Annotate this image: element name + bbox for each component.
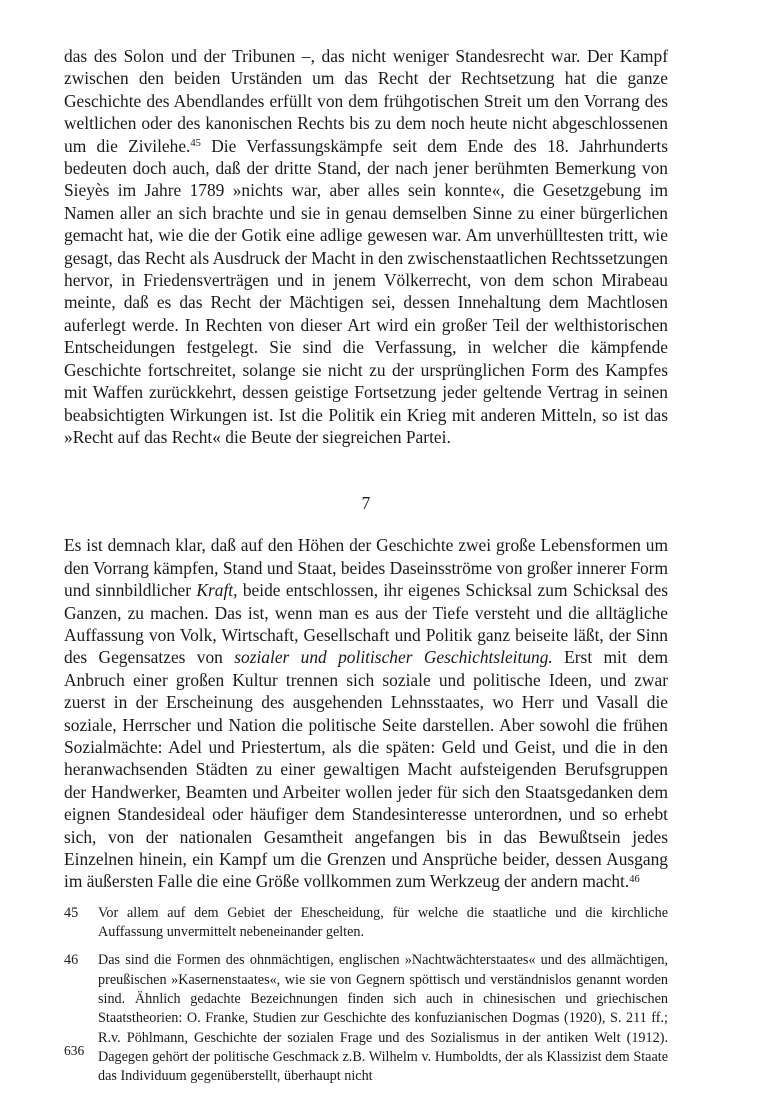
footnote-46: [64, 951, 668, 1086]
footnote-45: [64, 904, 668, 943]
page-content: [64, 45, 668, 1095]
footnote-number: 45: [64, 904, 79, 921]
paragraph-2-italic-geschichtsleitung: sozialer und politischer Geschichtsleitung.: [234, 647, 553, 668]
body-paragraph-2: [64, 534, 668, 893]
footnote-ref-46[interactable]: 46: [629, 873, 640, 885]
paragraph-1-text-a: das des Solon und der Tribunen –, das nicht weniger Standesrecht war. Der Kampf zwischen den beiden Urständen um das Recht der Rechtsetzung hat die ganze Geschichte des Abendlandes erfüllt von dem frühgotischen Streit um den Vorrang des weltlichen oder des kanonischen Rechts bis zu dem noch heute nicht abgeschlossenen um die Zivilehe.: [64, 46, 668, 156]
paragraph-1-text-b: Die Verfassungskämpfe seit dem Ende des 18. Jahrhunderts bedeuten doch auch, daß der dritte Stand, der nach jener berühmten Bemerkung von Sieyès im Jahre 1789 »nichts war, aber alles sein konnte«, die Gesetzgebung im Namen aller an sich brachte und sie in genau demselben Sinne zu einer bürgerlichen gemacht hat, wie die der Gotik eine adlige gewesen war. Am unverhülltesten tritt, wie gesagt, das Recht als Ausdruck der Macht in den zwischenstaatlichen Rechtssetzungen hervor, in Friedensverträgen und in jenem Völkerrecht, von dem schon Mirabeau meinte, daß es das Recht der Mächtigen sei, dessen Innehaltung dem Machtlosen auferlegt werde. In Rechten von dieser Art wird ein großer Teil der welthistorischen Entscheidungen festgelegt. Sie sind die Verfassung, in welcher die kämpfende Geschichte fortschreitet, solange sie nicht zu der ursprünglichen Form des Kampfes mit Waffen zurückkehrt, dessen geistige Fortsetzung jeder geltende Vertrag in seinen beabsichtigten Wirkungen ist. Ist die Politik ein Krieg mit anderen Mitteln, so ist das »Recht auf das Recht« die Beute der siegreichen Partei.: [64, 135, 668, 447]
footnotes: [64, 904, 668, 1087]
footnote-text: Vor allem auf dem Gebiet der Ehescheidung, für welche die staatliche und die kirchliche Auffassung unvermittelt nebeneinander gelten.: [98, 904, 668, 941]
footnote-ref-45[interactable]: 45: [190, 137, 201, 149]
paragraph-2-text-b: beide entschlossen, ihr eigenes Schicksal zum Schicksal des Ganzen, zu machen. Das ist, wenn man es aus der Tiefe versteht und die alltägliche Auffassung von Volk, Wirtschaft, Gesellschaft und Politik ganz beiseite läßt, der Sinn des Gegensatzes von: [64, 580, 668, 668]
section-number: 7: [361, 493, 371, 514]
footnote-number: 46: [64, 952, 79, 969]
paragraph-2-italic-kraft: Kraft,: [196, 580, 238, 601]
paragraph-2-text-a: Es ist demnach klar, daß auf den Höhen der Geschichte zwei große Lebensformen um den Vorrang kämpfen, Stand und Staat, beides Daseinsströme von großer innerer Form und sinnbildlicher: [64, 535, 668, 601]
footnote-text: Das sind die Formen des ohnmächtigen, englischen »Nachtwächterstaates« und des allmächtigen, preußischen »Kasernenstaates«, wie sie von Gegnern spöttisch und verständnislos genannt worden sind. Ähnlich gedachte Bezeichnungen finden sich auch in chinesischen und griechischen Staatstheorien: O. Franke, Studien zur Geschichte des konfuzianischen Dogmas (1920), S. 211 ff.; R.v. Pöhlmann, Geschichte der sozialen Frage und des Sozialismus in der antiken Welt (1912). Dagegen gehört der politische Geschmack z.B. Wilhelm v. Humboldts, der als Klassizist dem Staate das Individuum gegenüberstellt, überhaupt nicht: [98, 952, 668, 1085]
paragraph-2-text-c: Erst mit dem Anbruch einer großen Kultur trennen sich soziale und politische Ideen, und zwar zuerst in der Erscheinung des ausgehenden Lehnsstaates, wo Herr und Vasall die soziale, Herrscher und Nation die politische Seite darstellen. Aber sowohl die frühen Sozialmächte: Adel und Priestertum, als die späten: Geld und Geist, und die in den heranwachsenden Städten zu einer gewaltigen Macht aufsteigenden Berufsgruppen der Handwerker, Beamten und Arbeiter wollen jeder für sich den Staatsgedanken dem eignen Standesideal oder häufiger dem Standesinteresse unterordnen, und so erhebt sich, von der nationalen Gesamtheit angefangen bis in das Bewußtsein jedes Einzelnen hinein, ein Kampf um die Grenzen und Ansprüche beider, dessen Ausgang im äußersten Falle die eine Größe vollkommen zum Werkzeug der andern macht.: [64, 647, 668, 892]
body-paragraph-1: [64, 45, 668, 448]
page-number: 636: [64, 1043, 85, 1058]
